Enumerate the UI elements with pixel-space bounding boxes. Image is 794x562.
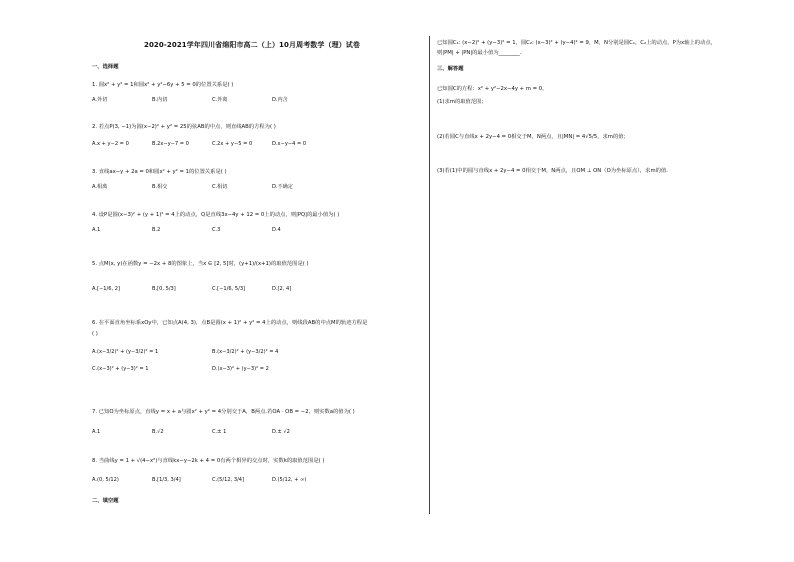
q8-option-c: C.(5/12, 3/4] [212, 477, 245, 483]
q6-option-c: C.(x−3)² + (y−3)² = 1 [92, 366, 149, 372]
section-fill-heading: 二、填空题 [92, 498, 119, 504]
q3-option-a: A.相离 [92, 184, 108, 190]
q5-option-d: D.[2, 4] [272, 286, 292, 292]
q1-option-a: A.外切 [92, 97, 108, 103]
q1-option-c: C.外离 [212, 97, 228, 103]
q7-option-b: B.√2 [152, 429, 164, 435]
exam-title: 2020-2021学年四川省绵阳市高二（上）10月周考数学（理）试卷 [143, 41, 360, 49]
q8-option-b: B.[1/3, 3/4] [152, 477, 181, 483]
q2-option-a: A.x + y−2 = 0 [92, 141, 129, 147]
q3-option-d: D.不确定 [272, 184, 293, 190]
column-divider [429, 36, 430, 514]
question-1-stem: 1. 圆x² + y² = 1和圆x² + y²−6y + 5 = 0的位置关系是( ) [92, 82, 234, 88]
q8-option-d: D.(5/12, + ∞) [272, 477, 307, 483]
q1-option-b: B.内切 [152, 97, 168, 103]
question-10-part3: (3)若(1)中的圆与直线x + 2y−4 = 0相交于M，N两点，且OM ⊥ ON（O为坐标原点），求m的值. [437, 168, 668, 174]
q5-option-a: A.[−1/6, 2] [92, 286, 120, 292]
question-8-stem: 8. 当曲线y = 1 + √(4−x²)与直线kx−y−2k + 4 = 0有两个相异的交点时，实数k的取值范围是( ) [92, 458, 325, 464]
question-3-stem: 3. 直线ax−y + 2a = 0和圆x² + y² = 1的位置关系是( ) [92, 169, 227, 175]
q4-option-d: D.4 [272, 227, 281, 233]
q5-option-c: C.[−1/6, 5/3] [212, 286, 246, 292]
q4-option-b: B.2 [152, 227, 161, 233]
question-2-stem: 2. 若点P(3, −1)为圆(x−2)² + y² = 25的弦AB的中点，则直线AB的方程为( ) [92, 124, 276, 130]
q3-option-b: B.相交 [152, 184, 168, 190]
q7-option-c: C.± 1 [212, 429, 227, 435]
q1-option-d: D.内含 [272, 97, 288, 103]
q6-option-b: B.(x−3/2)² + (y−3/2)² = 4 [212, 349, 279, 355]
question-5-stem: 5. 点M(x, y)在函数y = −2x + 8的图象上，当x ∈ [2, 5]时，(y+1)/(x+1)的取值范围是( ) [92, 261, 309, 267]
q5-option-b: B.[0, 5/3] [152, 286, 176, 292]
question-10-part1: (1)求m的取值范围； [437, 99, 487, 105]
question-7-stem: 7. 已知O为坐标原点，直线y = x + a与圆x² + y² = 4分别交于A，B两点.若OA · OB = −2，则实数a的值为( ) [92, 409, 355, 415]
question-4-stem: 4. 设P是圆(x−3)² + (y + 1)² = 4上的动点，Q是直线3x−4y + 12 = 0上的动点，则|PQ|的最小值为( ) [92, 212, 340, 218]
q4-option-c: C.3 [212, 227, 221, 233]
question-9-line1: 已知圆C₁: (x−2)² + (y−3)² = 1，圆C₂: (x−3)² + (y−4)² = 9，M，N分别是圆C₁，C₂上的动点，P为x轴上的动点， [437, 40, 716, 46]
q8-option-a: A.(0, 5/12) [92, 477, 119, 483]
q4-option-a: A.1 [92, 227, 101, 233]
question-6-stem: 6. 在平面直角坐标系xOy中，已知点A(4, 3)，点B是圆(x + 1)² + y² = 4上的动点，则线段AB的中点M的轨迹方程是 [92, 320, 368, 326]
q2-option-b: B.2x−y−7 = 0 [152, 141, 189, 147]
q7-option-d: D.± √2 [272, 429, 290, 435]
q6-option-a: A.(x−3/2)² + (y−3/2)² = 1 [92, 349, 159, 355]
section-choice-heading: 一、选择题 [92, 64, 119, 70]
question-10-part2: (2)若圆C与直线x + 2y−4 = 0相交于M，N两点，且|MN| = 4√5/5，求m的值； [437, 134, 629, 140]
q2-option-d: D.x−y−4 = 0 [272, 141, 307, 147]
q6-option-d: D.(x−3)² + (y−3)² = 2 [212, 366, 269, 372]
question-9-line2: 则|PM| + |PN|的最小值为________. [437, 50, 522, 56]
q3-option-c: C.相切 [212, 184, 228, 190]
q7-option-a: A.1 [92, 429, 101, 435]
q2-option-c: C.2x + y−5 = 0 [212, 141, 253, 147]
section-answer-heading: 三、解答题 [437, 66, 464, 72]
question-10-intro: 已知圆C的方程：x² + y²−2x−4y + m = 0， [437, 86, 548, 92]
question-6-stem-cont: ( ) [92, 331, 98, 337]
